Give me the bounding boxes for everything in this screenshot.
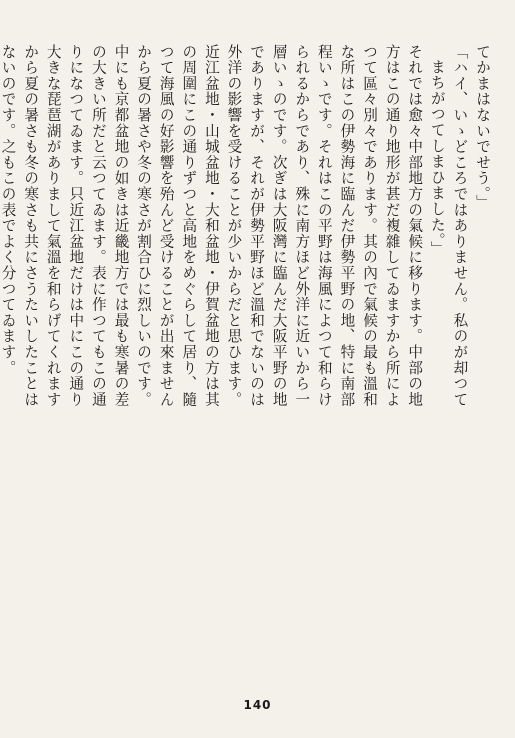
text-line: 外洋の影響を受けることが少いからだと思ひます。	[225, 44, 243, 408]
text-line: 程いゝです。それはこの平野は海風によつて和らけ	[315, 44, 333, 408]
text-line: から夏の暑さや冬の寒さが割合ひに烈しいのです。	[135, 44, 153, 408]
text-line: から夏の暑さも冬の寒さも共にさうたいしたことは	[22, 44, 40, 408]
text-line: 大きな琵琶湖がありまして氣溫を和らげてくれます	[44, 44, 62, 408]
vertical-text-body	[0, 44, 493, 674]
text-line: 中にも京都盆地の如きは近畿地方では最も寒暑の差	[112, 44, 130, 408]
text-line: でありますが、それが伊勢平野ほど溫和でないのは	[248, 44, 266, 408]
text-line: の大きい所だと云つてゐます。表に作つてもこの通	[89, 44, 107, 408]
text-line: まちがつてしまひました。」	[428, 58, 446, 257]
text-line: な所はこの伊勢海に臨んだ伊勢平野の地、特に南部	[338, 44, 356, 408]
page-number: 140	[243, 698, 272, 712]
text-line: 「ハイ、いゝどころではありません。私のが却つて	[451, 44, 469, 408]
text-line: の周圍にこの通りずつと高地をめぐらして居り、隨	[180, 44, 198, 408]
text-line: つて區々別々であります。其の內で氣候の最も溫和	[361, 44, 379, 408]
text-line: りになつてゐます。只近江盆地だけは中にこの通り	[67, 44, 85, 408]
text-line: それでは愈々中部地方の氣候に移ります。中部の地	[406, 44, 424, 408]
text-line: 方はこの通り地形が甚だ複雜してゐますから所によ	[383, 44, 401, 408]
text-line: てかまはないでせう。」	[474, 44, 491, 211]
text-line: 近江盆地・山城盆地・大和盆地・伊賀盆地の方は其	[202, 44, 220, 408]
text-line: つて海風の好影響を殆んど受けることが出來ません	[157, 44, 175, 408]
text-line: られるからであり、殊に南方ほど外洋に近いから一	[293, 44, 311, 408]
text-line: 層いゝのです。次ぎは大阪灣に臨んだ大阪平野の地	[270, 44, 288, 408]
text-line: ないのです。之もこの表でよく分つてゐます。	[0, 44, 17, 376]
